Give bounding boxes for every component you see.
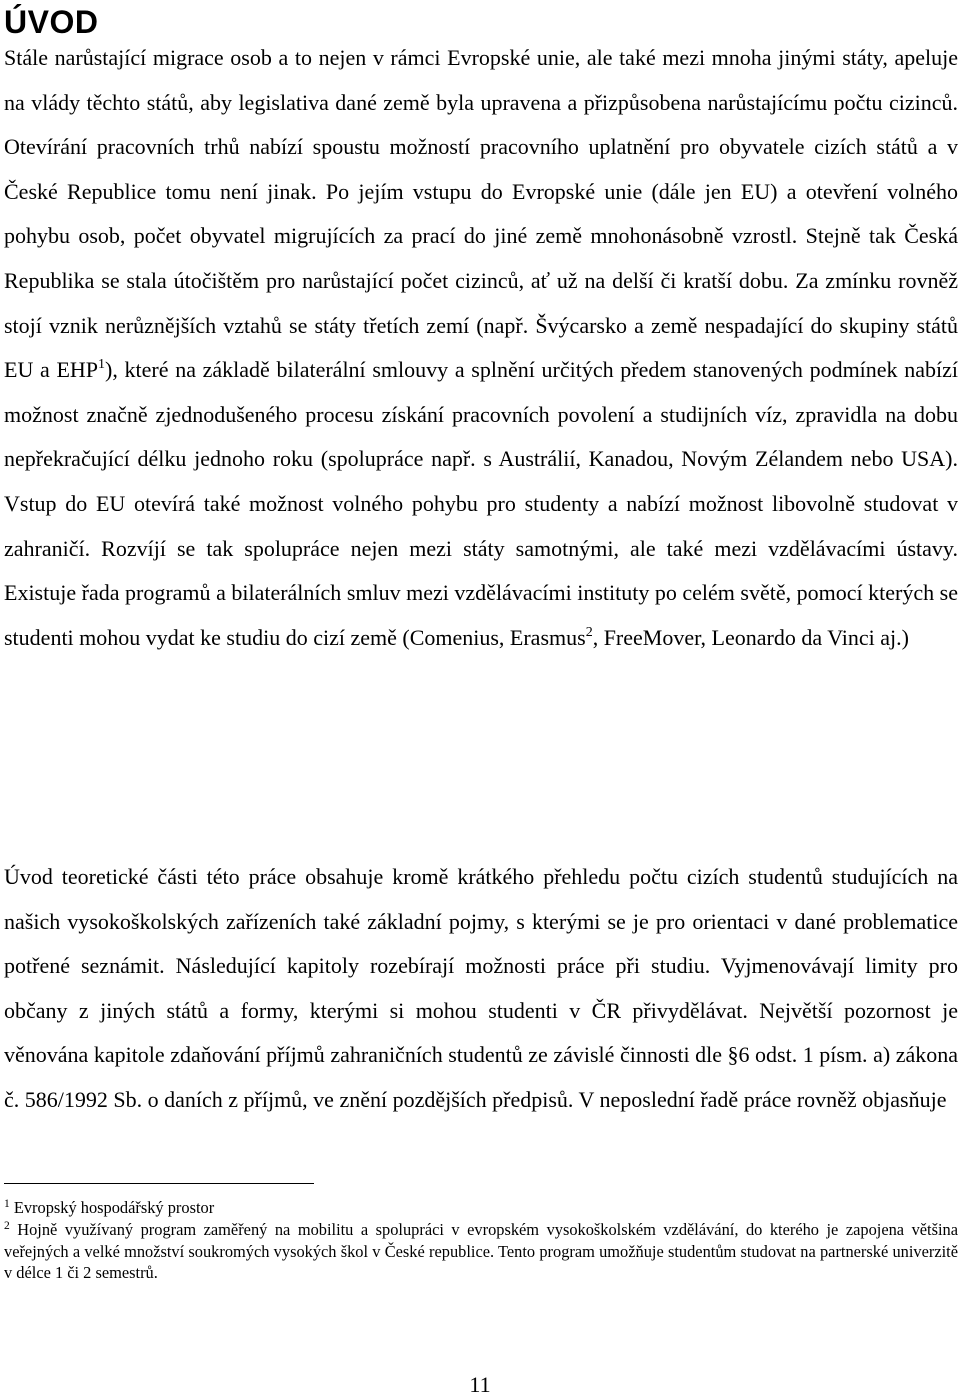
intro-paragraph-2: Úvod teoretické části této práce obsahuje kromě krátkého přehledu počtu cizích studentů studujících na našich vysokoškolských zařízeních také základní pojmy, s kterými se je pro orientaci v dané problematice potřené seznámit. Následující kapitoly rozebírají možnosti práce při studiu. Vyjmenovávají limity pro občany z jiných států a formy, kterými si mohou studenti v ČR přivydělávat. Největší pozornost je věnována kapitole zdaňování příjmů zahraničních studentů ze závislé činnosti dle §6 odst. 1 písm. a) zákona č. 586/1992 Sb. o daních z příjmů, ve znění pozdějších předpisů. V neposlední řadě práce rovněž objasňuje: [4, 864, 958, 1112]
paragraph-text: Stále narůstající migrace osob a to nejen v rámci Evropské unie, ale také mezi mnoha jinými státy, apeluje na vlády těchto států, aby legislativa dané země byla upravena a přizpůsobena narůstajícímu počtu cizinců. Otevírání pracovních trhů nabízí spoustu možností pracovního uplatnění pro obyvatele cizích států a v České Republice tomu není jinak. Po jejím vstupu do Evropské unie (dále jen EU) a otevření volného pohybu osob, počet obyvatel migrujících za prací do jiné země mnohonásobně vzrostl. Stejně tak Česká Republika se stala útočištěm pro narůstající počet cizinců, ať už na delší či kratší dobu. Za zmínku rovněž stojí vznik nerůznějších vztahů se státy třetích zemí (např. Švýcarsko a země nespadající do skupiny států EU a EHP: [4, 45, 958, 383]
footnote-text: Evropský hospodářský prostor: [9, 1198, 215, 1217]
footnote-1: [4, 1197, 958, 1219]
paragraph-text: , FreeMover, Leonardo da Vinci aj.): [592, 624, 909, 650]
footnote-number: 2: [4, 1220, 10, 1232]
footnote-text: Hojně využívaný program zaměřený na mobilitu a spolupráci v evropském vysokoškolském vzdělávání, do kterého je zapojena většina veřejných a velké množství soukromých vysokých škol v České republice. Tento program umožňuje studentům studovat na partnerské univerzitě v délce 1 či 2 semestrů.: [4, 1220, 958, 1282]
intro-paragraph-1: [4, 36, 958, 660]
page-number: 11: [469, 1372, 491, 1397]
footnote-2: [4, 1219, 958, 1284]
footnote-ref-2: 2: [585, 624, 593, 640]
footnote-separator: [4, 1183, 314, 1184]
paragraph-text: ), které na základě bilaterální smlouvy a splnění určitých předem stanovených podmínek nabízí možnost značně zjednodušeného procesu získání pracovních povolení a studijních víz, zpravidla na dobu nepřekračující délku jednoho roku (spolupráce např. s Austrálií, Kanadou, Novým Zélandem nebo USA). Vstup do EU otevírá také možnost volného pohybu pro studenty a nabízí možnost libovolně studovat v zahraničí. Rozvíjí se tak spolupráce nejen mezi státy samotnými, ale také mezi vzdělávacími ústavy. Existuje řada programů a bilaterálních smluv mezi vzdělávacími instituty po celém světě, pomocí kterých se studenti mohou vydat ke studiu do cizí země (Comenius, Erasmus: [4, 357, 958, 650]
section-heading: ÚVOD: [4, 4, 99, 40]
footnote-ref-1: 1: [98, 357, 106, 373]
footnote-number: 1: [4, 1198, 10, 1210]
